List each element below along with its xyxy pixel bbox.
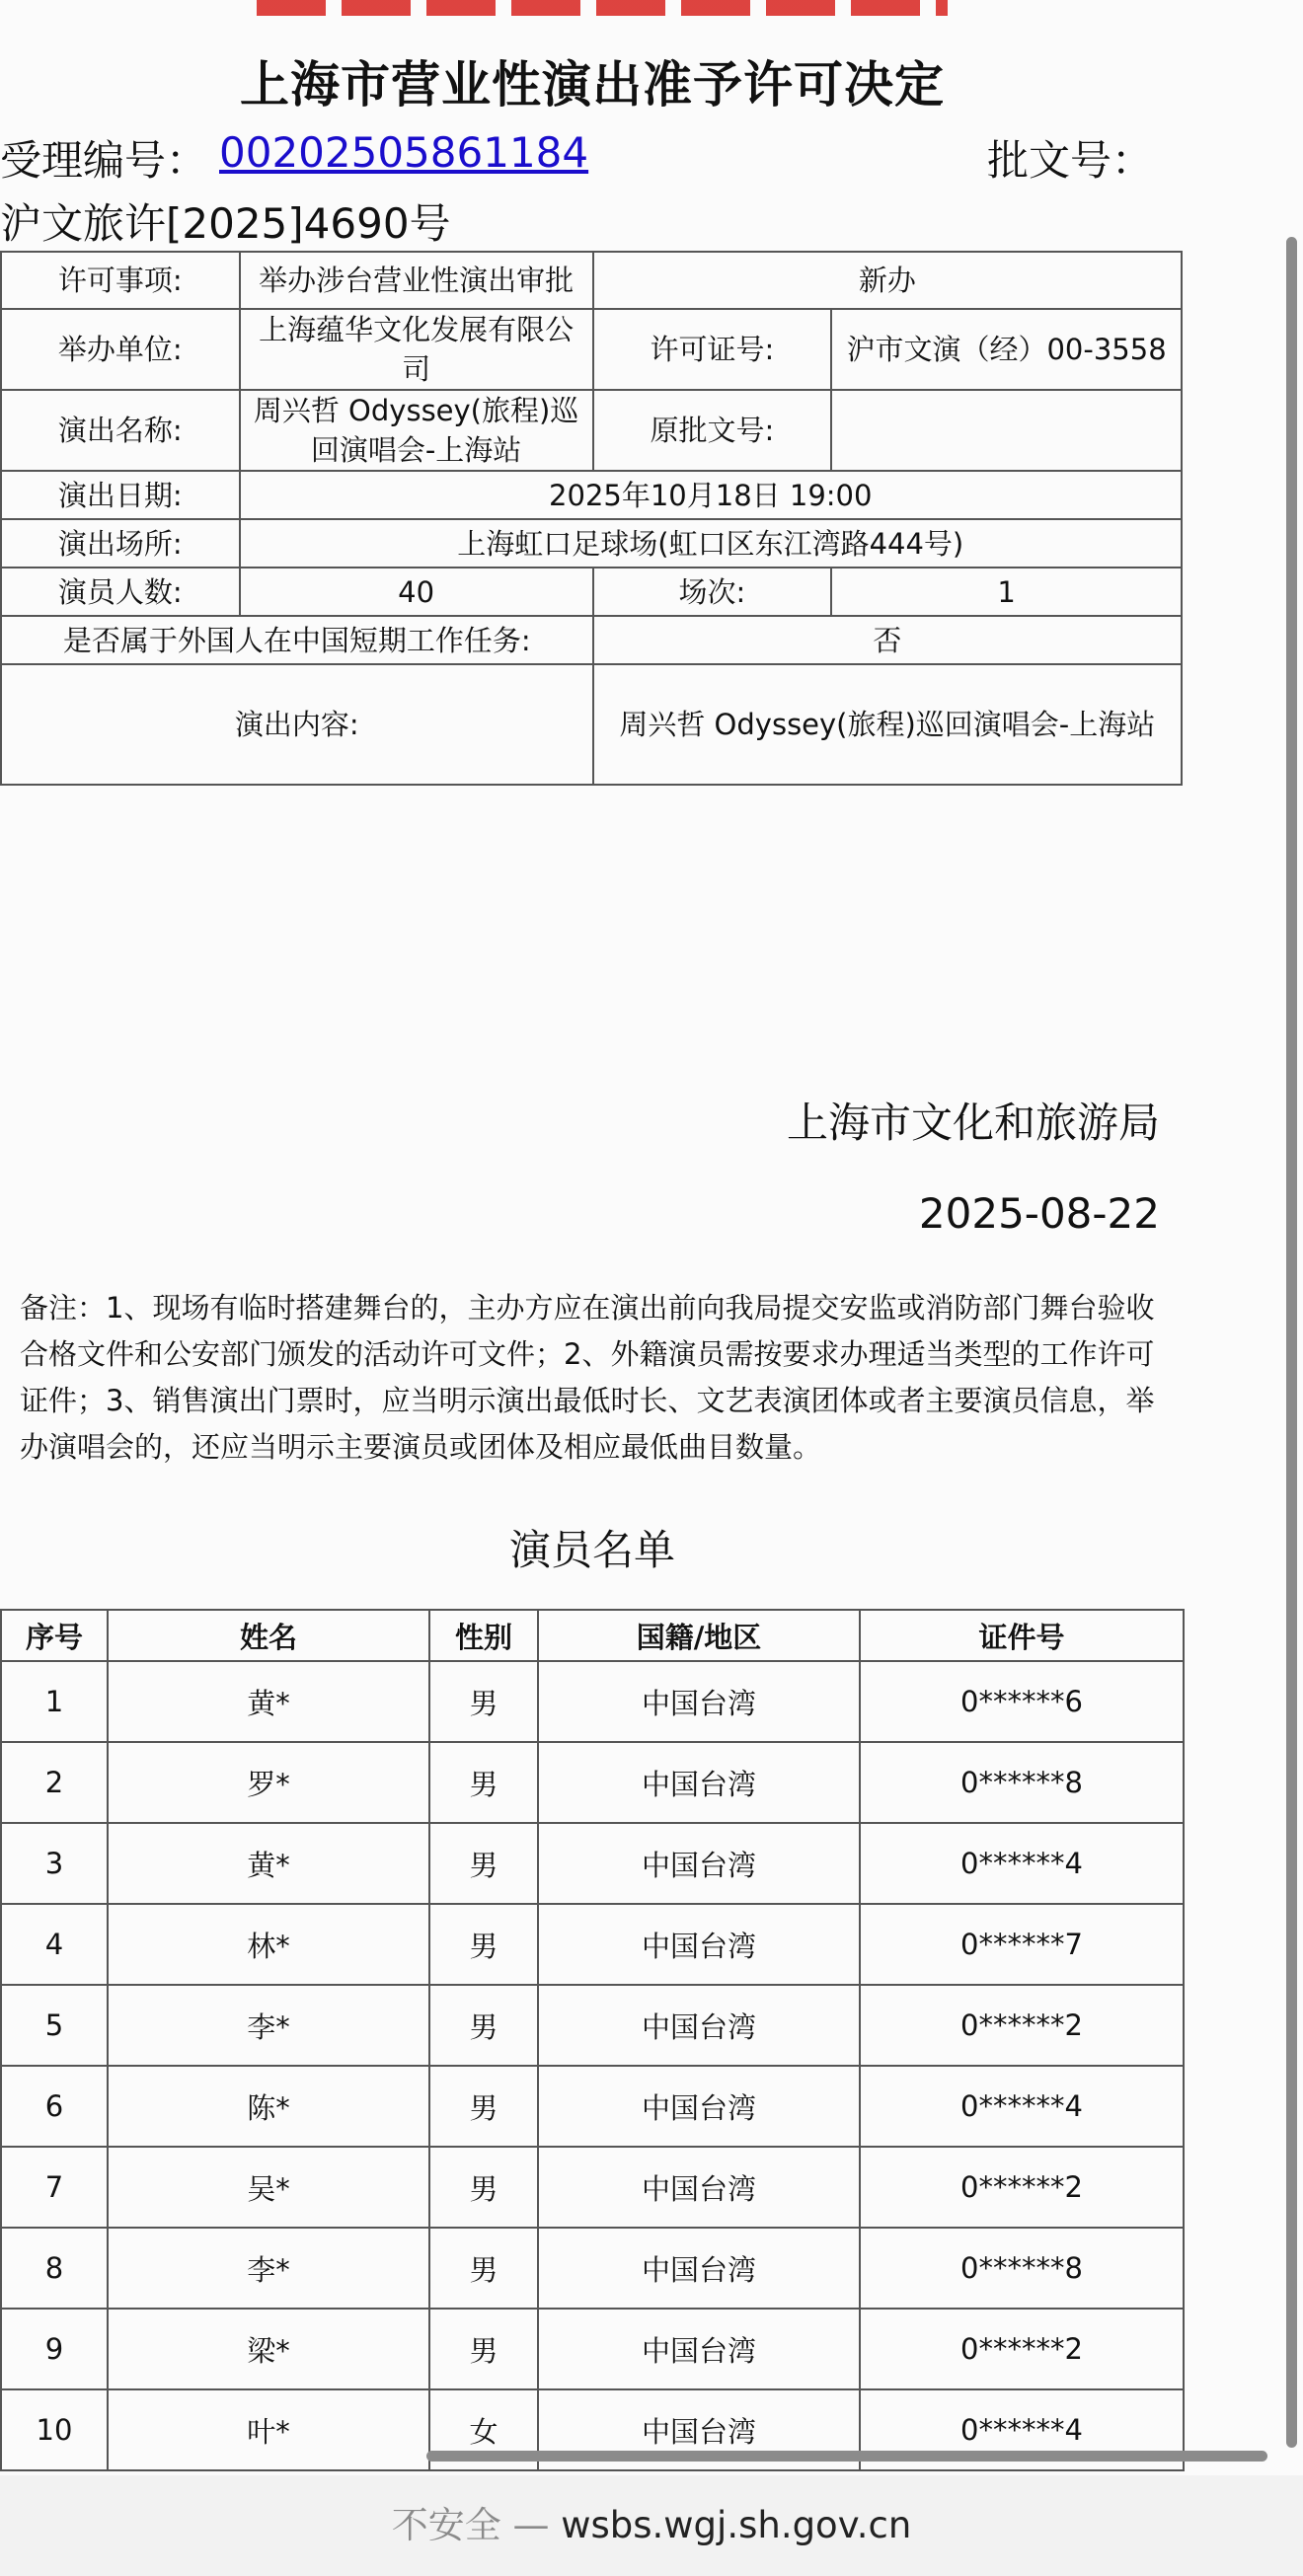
cell-name: 李*	[108, 2228, 429, 2309]
venue-label: 演出场所:	[1, 519, 240, 568]
approval-number: 沪文旅许[2025]4690号	[0, 199, 451, 248]
show-name-value: 周兴哲 Odyssey(旅程)巡回演唱会-上海站	[240, 390, 593, 471]
cell-name: 李*	[108, 1985, 429, 2066]
cell-id: 0******2	[860, 1985, 1184, 2066]
license-value: 沪市文演（经）00-3558	[831, 309, 1182, 390]
cell-region: 中国台湾	[538, 2066, 860, 2147]
table-row	[1, 2147, 1184, 2228]
original-approval-label: 原批文号:	[593, 390, 832, 471]
show-date-label: 演出日期:	[1, 471, 240, 519]
table-row	[1, 2228, 1184, 2309]
performer-count-label: 演员人数:	[1, 568, 240, 616]
cell-region: 中国台湾	[538, 1904, 860, 1985]
table-row	[1, 2066, 1184, 2147]
cell-gender: 男	[429, 2228, 538, 2309]
cell-index: 5	[1, 1985, 108, 2066]
col-header-id: 证件号	[860, 1610, 1184, 1661]
cell-id: 0******6	[860, 1661, 1184, 1742]
permit-table	[0, 251, 1183, 786]
sessions-value: 1	[831, 568, 1182, 616]
horizontal-scrollbar[interactable]	[426, 2451, 1267, 2462]
cell-name: 陈*	[108, 2066, 429, 2147]
cast-table	[0, 1609, 1185, 2471]
cell-index: 4	[1, 1904, 108, 1985]
cell-name: 罗*	[108, 1742, 429, 1823]
insecure-label: 不安全	[391, 2504, 501, 2546]
cell-gender: 女	[429, 2389, 538, 2470]
cell-name: 林*	[108, 1904, 429, 1985]
venue-value: 上海虹口足球场(虹口区东江湾路444号)	[240, 519, 1182, 568]
cell-name: 叶*	[108, 2389, 429, 2470]
cast-list-title: 演员名单	[508, 1526, 675, 1574]
col-header-index: 序号	[1, 1610, 108, 1661]
col-header-name: 姓名	[108, 1610, 429, 1661]
show-date-value: 2025年10月18日 19:00	[240, 471, 1182, 519]
browser-address-bar[interactable]	[0, 2475, 1303, 2576]
cell-index: 2	[1, 1742, 108, 1823]
permit-item-label: 许可事项:	[1, 252, 240, 309]
acceptance-line	[0, 128, 1185, 188]
cell-region: 中国台湾	[538, 2389, 860, 2470]
cell-gender: 男	[429, 1742, 538, 1823]
col-header-gender: 性别	[429, 1610, 538, 1661]
remarks-text: 备注：1、现场有临时搭建舞台的，主办方应在演出前向我局提交安监或消防部门舞台验收合格文件和公安部门颁发的活动许可文件；2、外籍演员需按要求办理适当类型的工作许可证件；3、销售演出门票时，应当明示演出最低时长、文艺表演团体或者主要演员信息，举办演唱会的，还应当明示主要演员或团体及相应最低曲目数量。	[20, 1291, 1155, 1464]
table-row	[1, 1823, 1184, 1904]
cell-gender: 男	[429, 2147, 538, 2228]
cell-index: 1	[1, 1661, 108, 1742]
cell-name: 梁*	[108, 2309, 429, 2389]
red-seal-banner	[257, 0, 948, 16]
url-separator: —	[512, 2504, 550, 2546]
cell-gender: 男	[429, 1823, 538, 1904]
original-approval-value	[831, 390, 1182, 471]
organizer-label: 举办单位:	[1, 309, 240, 390]
cell-region: 中国台湾	[538, 2147, 860, 2228]
vertical-scrollbar[interactable]	[1286, 237, 1297, 2448]
cell-name: 吴*	[108, 2147, 429, 2228]
show-name-label: 演出名称:	[1, 390, 240, 471]
cell-name: 黄*	[108, 1823, 429, 1904]
issue-date: 2025-08-22	[918, 1189, 1160, 1238]
cell-id: 0******4	[860, 1823, 1184, 1904]
acceptance-number-link[interactable]: 00202505861184	[219, 128, 589, 177]
content-value: 周兴哲 Odyssey(旅程)巡回演唱会-上海站	[593, 664, 1182, 785]
cell-index: 8	[1, 2228, 108, 2309]
cell-region: 中国台湾	[538, 1742, 860, 1823]
table-row	[1, 2309, 1184, 2389]
cell-index: 6	[1, 2066, 108, 2147]
cell-id: 0******8	[860, 1742, 1184, 1823]
cell-gender: 男	[429, 1904, 538, 1985]
foreign-task-label: 是否属于外国人在中国短期工作任务:	[1, 616, 593, 664]
approval-label: 批文号：	[987, 136, 1154, 185]
cell-index: 7	[1, 2147, 108, 2228]
table-row	[1, 1985, 1184, 2066]
url-domain: wsbs.wgj.sh.gov.cn	[561, 2504, 912, 2546]
license-label: 许可证号:	[593, 309, 832, 390]
cell-region: 中国台湾	[538, 2228, 860, 2309]
page-title: 上海市营业性演出准予许可决定	[240, 56, 945, 114]
cell-index: 3	[1, 1823, 108, 1904]
cell-gender: 男	[429, 1985, 538, 2066]
cell-index: 9	[1, 2309, 108, 2389]
table-row	[1, 1904, 1184, 1985]
cell-region: 中国台湾	[538, 1985, 860, 2066]
content-label: 演出内容:	[1, 664, 593, 785]
organizer-value: 上海蕴华文化发展有限公司	[240, 309, 593, 390]
table-row	[1, 1742, 1184, 1823]
cell-id: 0******4	[860, 2389, 1184, 2470]
table-row	[1, 1661, 1184, 1742]
cell-id: 0******7	[860, 1904, 1184, 1985]
foreign-task-value: 否	[593, 616, 1182, 664]
permit-item-value: 举办涉台营业性演出审批	[240, 252, 593, 309]
cell-index: 10	[1, 2389, 108, 2470]
performer-count-value: 40	[240, 568, 593, 616]
cell-name: 黄*	[108, 1661, 429, 1742]
cell-gender: 男	[429, 1661, 538, 1742]
cell-id: 0******2	[860, 2309, 1184, 2389]
cell-region: 中国台湾	[538, 1823, 860, 1904]
sessions-label: 场次:	[593, 568, 832, 616]
cell-id: 0******2	[860, 2147, 1184, 2228]
cell-gender: 男	[429, 2309, 538, 2389]
cell-region: 中国台湾	[538, 2309, 860, 2389]
cell-id: 0******8	[860, 2228, 1184, 2309]
cell-id: 0******4	[860, 2066, 1184, 2147]
acceptance-label: 受理编号：	[0, 136, 208, 185]
col-header-region: 国籍/地区	[538, 1610, 860, 1661]
cell-gender: 男	[429, 2066, 538, 2147]
permit-type-value: 新办	[593, 252, 1182, 309]
cast-header-row	[1, 1610, 1184, 1661]
issuing-authority: 上海市文化和旅游局	[786, 1099, 1160, 1147]
cell-region: 中国台湾	[538, 1661, 860, 1742]
